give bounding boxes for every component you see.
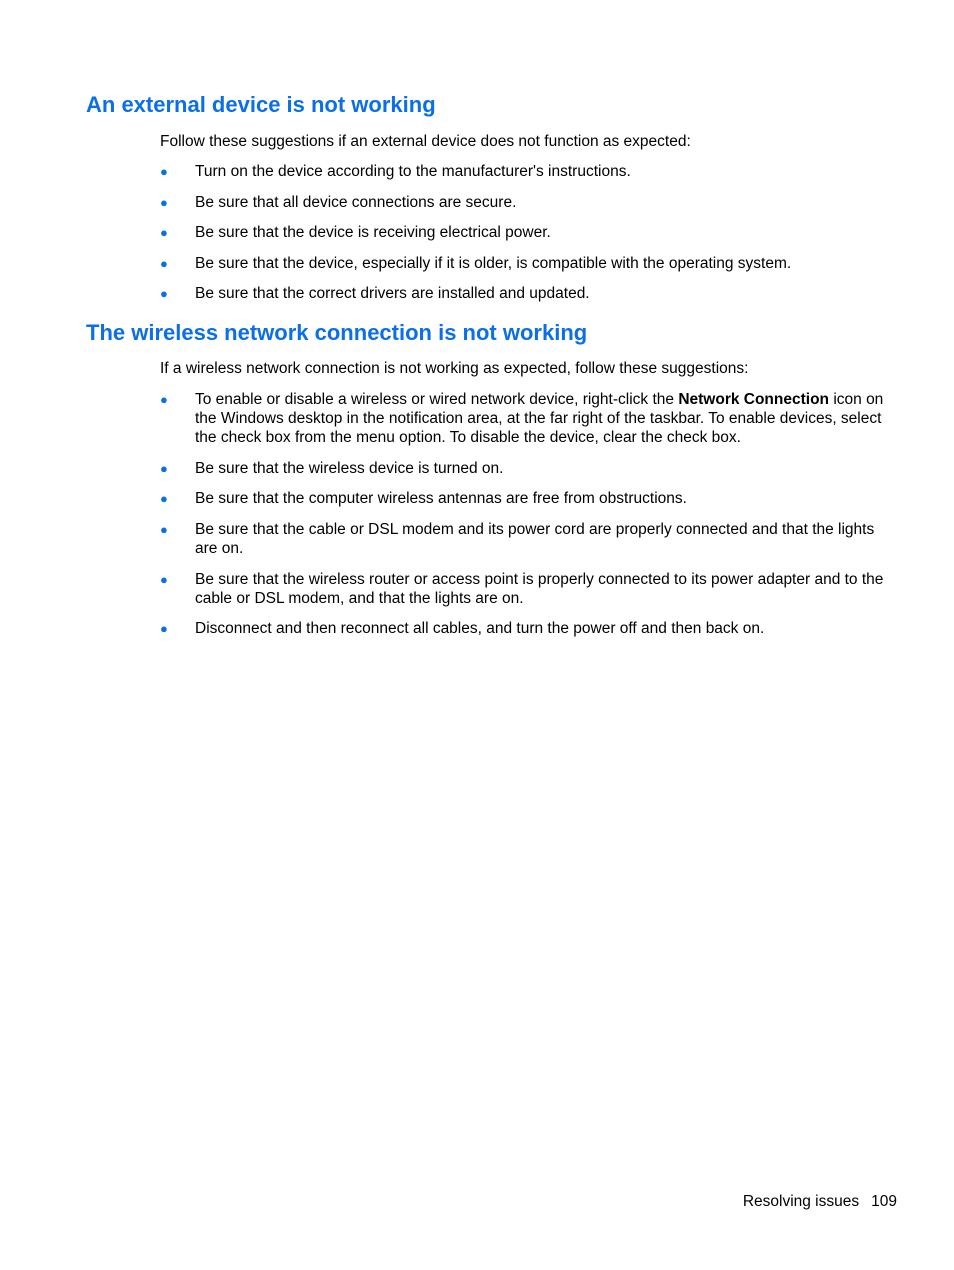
bullet-icon: ● — [160, 461, 168, 476]
bullet-icon: ● — [160, 491, 168, 506]
section-heading-external-device: An external device is not working — [86, 92, 436, 117]
bullet-icon: ● — [160, 392, 168, 407]
list-item-text: Be sure that the device is receiving electrical power. — [195, 224, 551, 241]
list-item-text: Be sure that the cable or DSL modem and its power cord are properly connected and that the lights are on. — [195, 521, 875, 557]
bullet-icon: ● — [160, 225, 168, 240]
footer-section-title: Resolving issues — [742, 1193, 860, 1210]
section-intro-external-device: Follow these suggestions if an external device does not function as expected: — [160, 133, 691, 150]
network-connection-term: Network Connection — [678, 391, 830, 408]
list-item-text: Turn on the device according to the manufacturer's instructions. — [195, 163, 631, 180]
page-footer — [600, 1192, 897, 1211]
bullet-icon: ● — [160, 621, 168, 636]
list-item-text-end: icon on the Windows desktop in the notification area, at the far right of the taskbar. To enable devices, select the check box from the menu option. To disable the device, clear the check box. — [195, 391, 884, 446]
bullet-icon: ● — [160, 572, 168, 587]
list-item-text: Be sure that all device connections are secure. — [195, 194, 517, 211]
list-item-text: Be sure that the computer wireless antennas are free from obstructions. — [195, 490, 687, 507]
page-number: 109 — [871, 1193, 897, 1210]
section-heading-wireless-connection: The wireless network connection is not working — [86, 320, 588, 345]
list-item-text: Be sure that the device, especially if it is older, is compatible with the operating system. — [195, 255, 792, 272]
bullet-icon: ● — [160, 195, 168, 210]
list-item-text: Be sure that the wireless router or access point is properly connected to its power adapter and to the cable or DSL modem, and that the lights are on. — [195, 571, 884, 607]
list-item-text: Be sure that the wireless device is turned on. — [195, 460, 504, 477]
list-item-text — [195, 390, 890, 447]
section-intro-wireless-connection: If a wireless network connection is not working as expected, follow these suggestions: — [160, 360, 749, 377]
bullet-icon: ● — [160, 522, 168, 537]
bullet-icon: ● — [160, 286, 168, 301]
list-item-text: Disconnect and then reconnect all cables, and turn the power off and then back on. — [195, 620, 765, 637]
bullet-icon: ● — [160, 256, 168, 271]
list-item-text: Be sure that the correct drivers are installed and updated. — [195, 285, 590, 302]
bullet-icon: ● — [160, 164, 168, 179]
list-item-text-start: To enable or disable a wireless or wired network device, right-click the — [195, 391, 679, 408]
